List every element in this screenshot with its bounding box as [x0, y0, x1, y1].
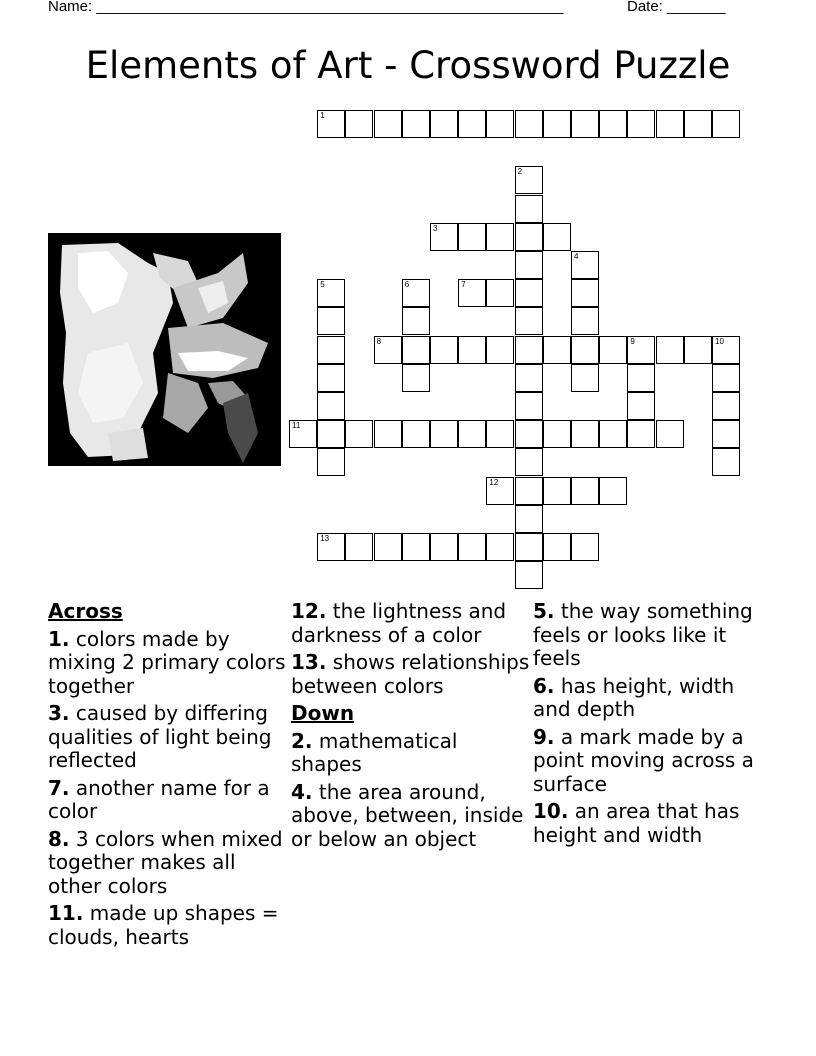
clue-number: 4: [574, 252, 579, 261]
clue-number: 13: [320, 534, 330, 543]
grid-cell[interactable]: [317, 110, 345, 138]
grid-cell[interactable]: [515, 307, 543, 335]
grid-cell[interactable]: [571, 477, 599, 505]
grid-cell[interactable]: [515, 448, 543, 476]
grid-cell[interactable]: [712, 448, 740, 476]
grid-cell[interactable]: [486, 336, 514, 364]
clue-down-4: 4. the area around, above, between, inside or below an object: [291, 779, 524, 851]
clue-across-13: 13. shows relationships between colors: [291, 650, 530, 698]
grid-cell[interactable]: [571, 110, 599, 138]
clue-down-10: 10. an area that has height and width: [533, 799, 740, 847]
grid-cell[interactable]: [627, 364, 655, 392]
name-field-label: Name: ________________________________________________________: [48, 0, 564, 15]
grid-cell[interactable]: [374, 336, 402, 364]
grid-cell[interactable]: [317, 448, 345, 476]
grid-cell[interactable]: [345, 420, 373, 448]
clues-column-1: [48, 600, 288, 953]
grid-cell[interactable]: [515, 336, 543, 364]
grid-cell[interactable]: [345, 533, 373, 561]
grid-cell[interactable]: [458, 279, 486, 307]
grid-cell[interactable]: [486, 477, 514, 505]
grid-cell[interactable]: [515, 251, 543, 279]
clue-across-7: 7. another name for a color: [48, 775, 270, 823]
clues-column-3: [533, 600, 773, 851]
clue-down-5: 5. the way something feels or looks like it feels: [533, 599, 753, 670]
clue-across-8: 8. 3 colors when mixed together makes all other colors: [48, 826, 283, 898]
grid-cell[interactable]: [712, 110, 740, 138]
clue-number: 1: [320, 111, 325, 120]
grid-cell[interactable]: [430, 223, 458, 251]
grid-cell[interactable]: [374, 110, 402, 138]
grid-cell[interactable]: [571, 533, 599, 561]
grid-cell[interactable]: [515, 505, 543, 533]
grid-cell[interactable]: [543, 110, 571, 138]
grid-cell[interactable]: [712, 336, 740, 364]
grid-cell[interactable]: [515, 166, 543, 194]
grid-cell[interactable]: [486, 279, 514, 307]
grid-cell[interactable]: [458, 110, 486, 138]
grid-cell[interactable]: [317, 420, 345, 448]
date-field-label: Date: _______: [627, 0, 726, 15]
grid-cell[interactable]: [430, 533, 458, 561]
grid-cell[interactable]: [317, 279, 345, 307]
grid-cell[interactable]: [712, 392, 740, 420]
across-heading: Across: [48, 599, 123, 623]
grid-cell[interactable]: [402, 420, 430, 448]
grid-cell[interactable]: [374, 533, 402, 561]
grid-cell[interactable]: [684, 110, 712, 138]
grid-cell[interactable]: [317, 307, 345, 335]
clue-down-2: 2. mathematical shapes: [291, 728, 458, 776]
clue-number: 2: [517, 167, 523, 177]
grid-cell[interactable]: [656, 336, 684, 364]
clue-number: 12: [489, 477, 499, 487]
grid-cell[interactable]: [571, 336, 599, 364]
grid-cell[interactable]: [515, 364, 543, 392]
grid-cell[interactable]: [515, 420, 543, 448]
grid-cell[interactable]: [656, 110, 684, 138]
grid-cell[interactable]: [345, 110, 373, 138]
clue-number: 6: [404, 280, 410, 290]
grid-cell[interactable]: [486, 223, 514, 251]
grid-cell[interactable]: [430, 420, 458, 448]
grid-cell[interactable]: [543, 533, 571, 561]
clue-down-9: 9. a mark made by a point moving across a surface: [533, 724, 754, 796]
clue-down-6: 6. has height, width and depth: [533, 673, 735, 721]
grid-cell[interactable]: [289, 420, 317, 448]
clue-across-12: 12. the lightness and darkness of a color: [291, 599, 507, 647]
grid-cell[interactable]: [458, 420, 486, 448]
grid-cell[interactable]: [543, 223, 571, 251]
grid-cell[interactable]: [515, 223, 543, 251]
grid-cell[interactable]: [571, 307, 599, 335]
grid-cell[interactable]: [374, 420, 402, 448]
grid-cell[interactable]: [543, 420, 571, 448]
grid-cell[interactable]: [515, 279, 543, 307]
grid-cell[interactable]: [486, 110, 514, 138]
clue-number: 5: [320, 280, 325, 290]
grid-cell[interactable]: [317, 336, 345, 364]
grid-cell[interactable]: [515, 477, 543, 505]
grid-cell[interactable]: [627, 336, 655, 364]
clue-number: 3: [433, 223, 438, 233]
grid-cell[interactable]: [430, 110, 458, 138]
clue-number: 8: [376, 336, 382, 346]
grid-cell[interactable]: [515, 533, 543, 561]
grid-cell[interactable]: [515, 110, 543, 138]
grid-cell[interactable]: [458, 533, 486, 561]
grid-cell[interactable]: [402, 307, 430, 335]
grid-cell[interactable]: [402, 110, 430, 138]
grid-cell[interactable]: [684, 336, 712, 364]
grid-cell[interactable]: [571, 279, 599, 307]
grid-cell[interactable]: [458, 336, 486, 364]
grid-cell[interactable]: [402, 279, 430, 307]
grid-cell[interactable]: [599, 110, 627, 138]
grid-cell[interactable]: [571, 364, 599, 392]
page-title: Elements of Art - Crossword Puzzle: [85, 44, 731, 87]
grid-cell[interactable]: [543, 477, 571, 505]
grid-cell[interactable]: [599, 477, 627, 505]
grid-cell[interactable]: [317, 533, 345, 561]
clues-column-2: [291, 600, 531, 855]
grid-cell[interactable]: [402, 364, 430, 392]
grid-cell[interactable]: [458, 223, 486, 251]
grid-cell[interactable]: [515, 392, 543, 420]
grid-cell[interactable]: [571, 251, 599, 279]
grid-cell[interactable]: [317, 364, 345, 392]
grid-cell[interactable]: [656, 420, 684, 448]
clue-across-1: 1. colors made by mixing 2 primary colors together: [48, 626, 286, 698]
grid-cell[interactable]: [627, 420, 655, 448]
grid-cell[interactable]: [430, 336, 458, 364]
grid-cell[interactable]: [486, 420, 514, 448]
grid-cell[interactable]: [712, 364, 740, 392]
clue-across-3: 3. caused by differing qualities of light being reflected: [48, 701, 272, 772]
clue-number: 9: [630, 336, 635, 346]
grid-cell[interactable]: [515, 195, 543, 223]
grid-cell[interactable]: [515, 561, 543, 589]
grid-cell[interactable]: [571, 420, 599, 448]
grid-cell[interactable]: [627, 110, 655, 138]
clue-across-11: 11. made up shapes = clouds, hearts: [48, 901, 279, 949]
grid-cell[interactable]: [599, 420, 627, 448]
grid-cell[interactable]: [402, 533, 430, 561]
grid-cell[interactable]: [627, 392, 655, 420]
grid-cell[interactable]: [317, 392, 345, 420]
grid-cell[interactable]: [402, 336, 430, 364]
clue-number: 7: [461, 280, 466, 290]
clue-number: 10: [715, 336, 724, 346]
grid-cell[interactable]: [543, 336, 571, 364]
clue-number: 11: [292, 421, 301, 431]
grid-cell[interactable]: [599, 336, 627, 364]
grid-cell[interactable]: [486, 533, 514, 561]
down-heading: Down: [291, 701, 355, 725]
grid-cell[interactable]: [712, 420, 740, 448]
